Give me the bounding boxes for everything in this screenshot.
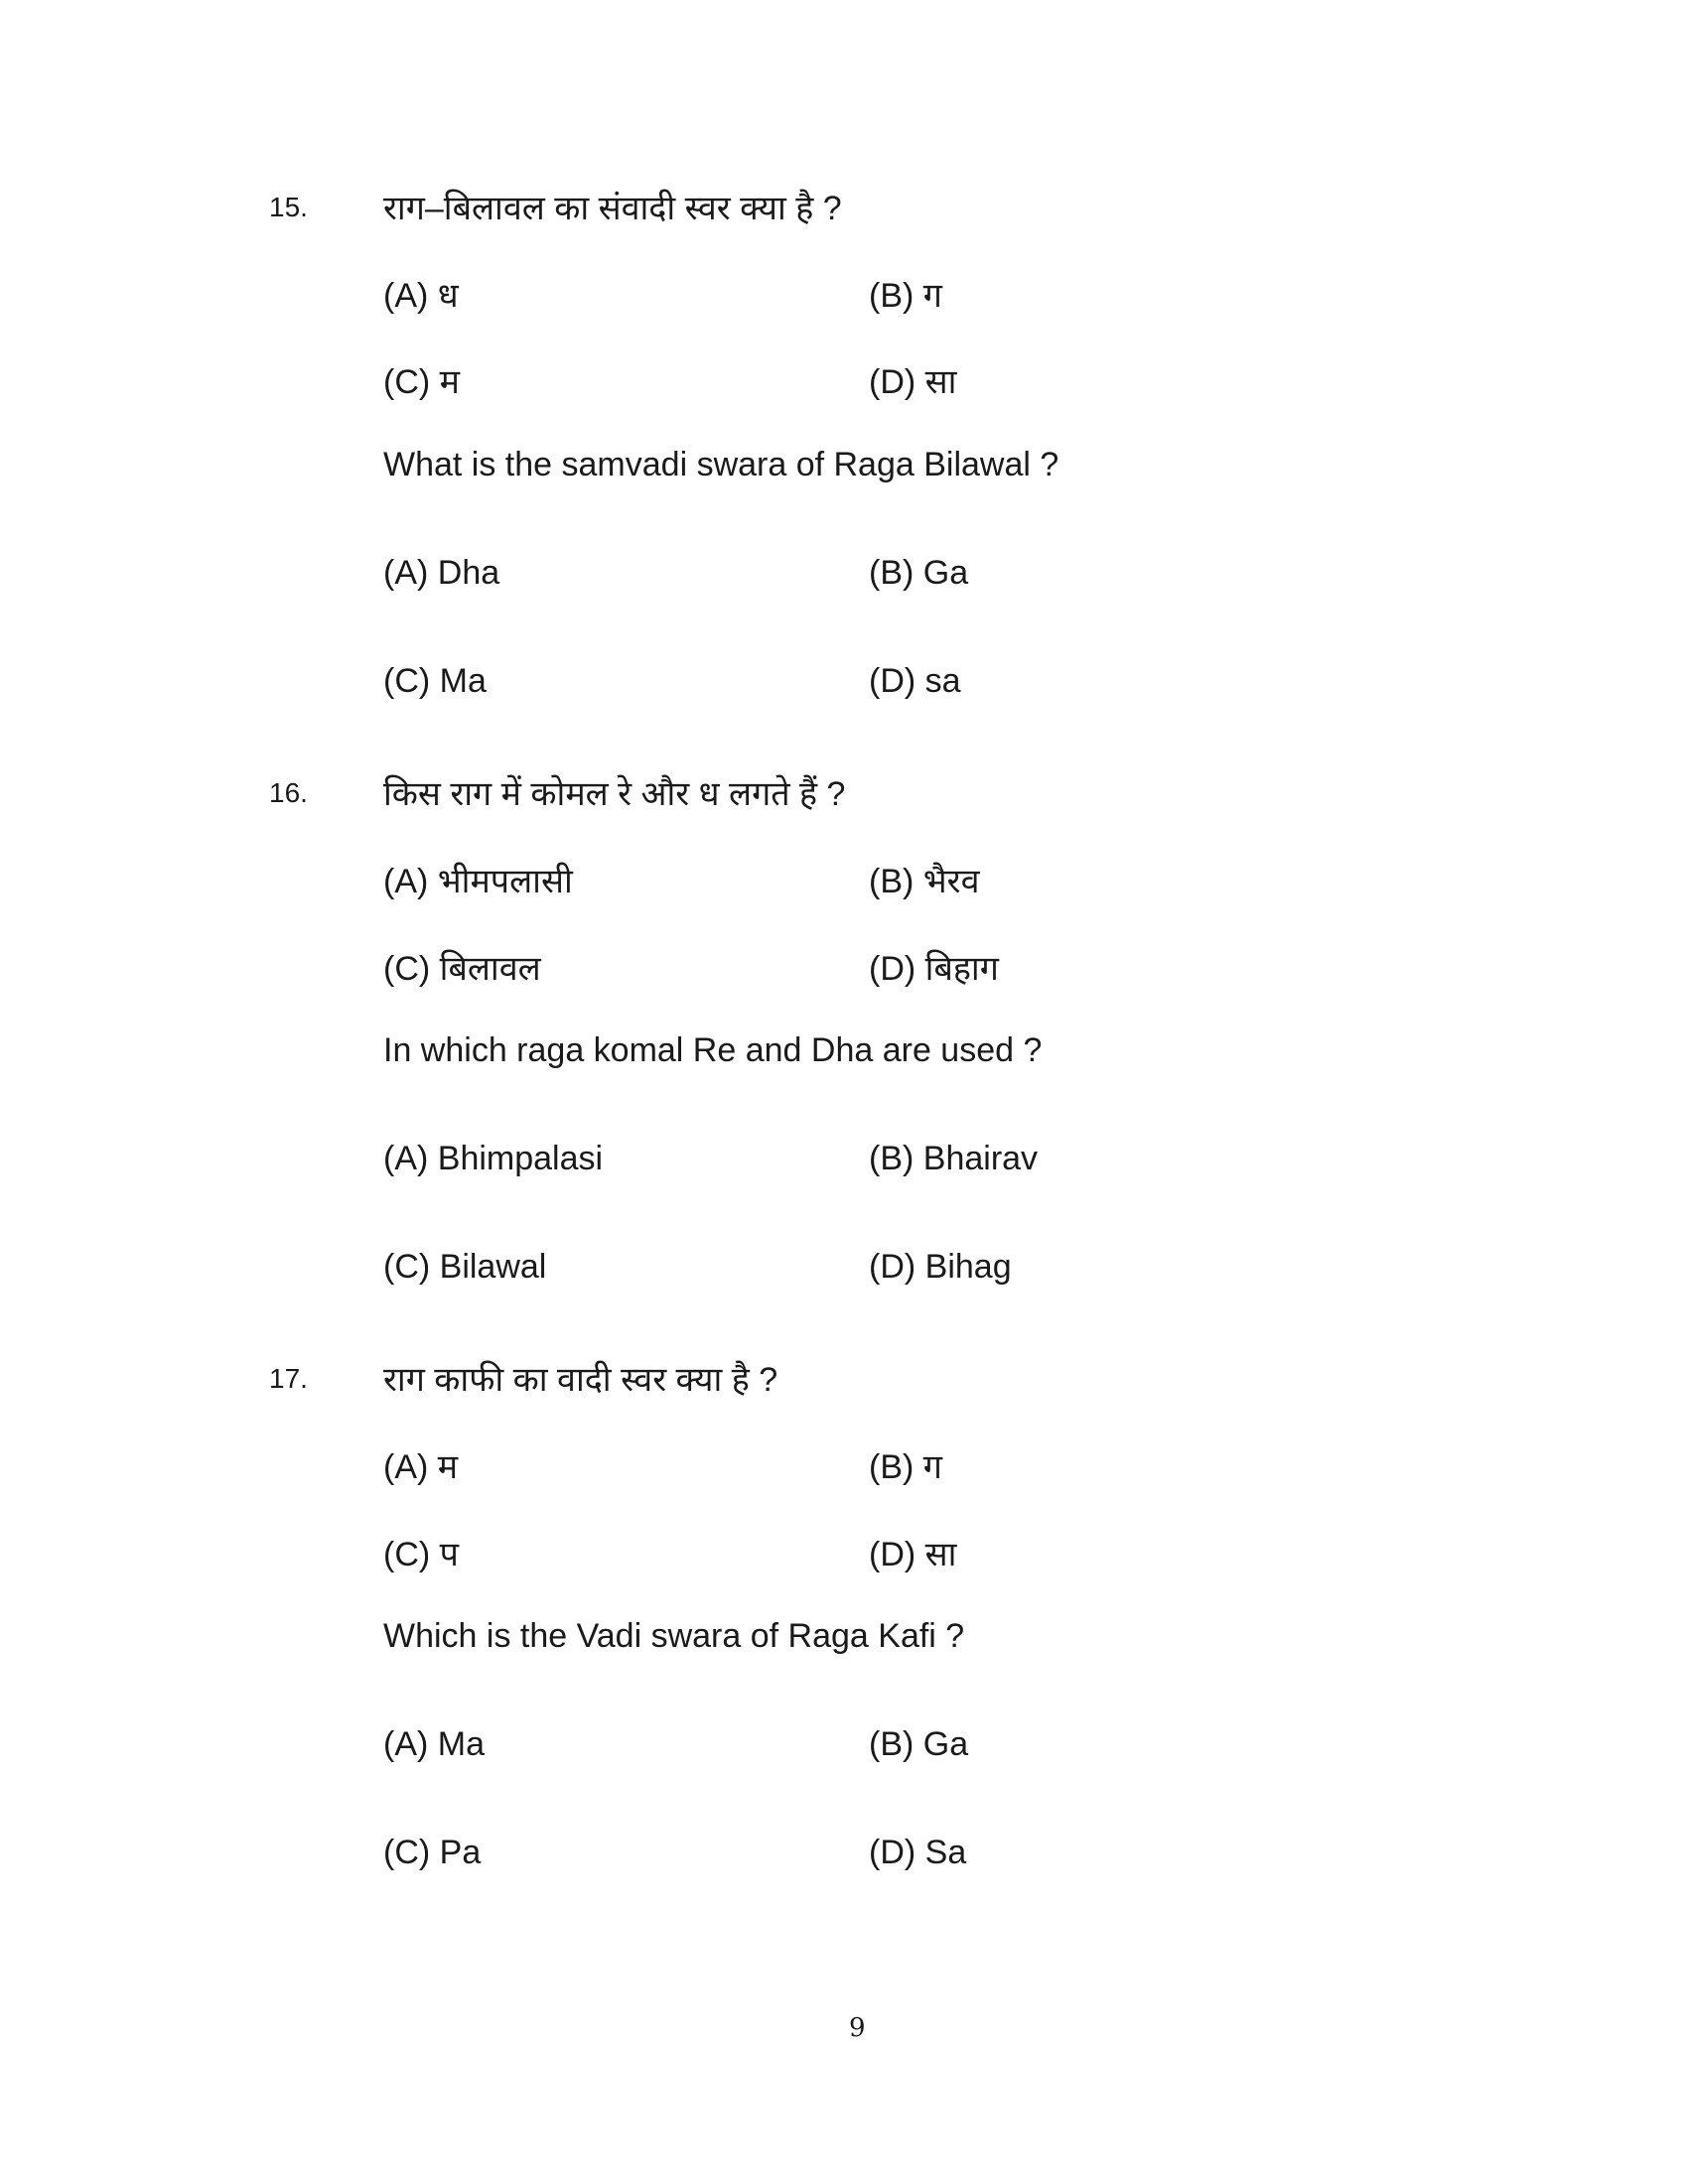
hindi-question: राग काफी का वादी स्वर क्या है ? — [383, 1361, 778, 1399]
hindi-option-c: (C) बिलावल — [383, 950, 541, 988]
hindi-option-a: (A) ध — [383, 277, 459, 315]
hindi-option-c: (C) प — [383, 1536, 459, 1573]
hindi-question: किस राग में कोमल रे और ध लगते हैं ? — [383, 775, 846, 813]
english-question: In which raga komal Re and Dha are used ? — [383, 1031, 1043, 1069]
english-option-c: (C) Bilawal — [383, 1248, 547, 1286]
hindi-option-b: (B) भैरव — [869, 863, 980, 900]
english-option-b: (B) Ga — [869, 554, 969, 592]
english-option-a: (A) Bhimpalasi — [383, 1140, 604, 1177]
hindi-option-b: (B) ग — [869, 277, 942, 315]
question-number: 17. — [269, 1363, 308, 1394]
hindi-option-a: (A) म — [383, 1448, 459, 1486]
english-option-b: (B) Ga — [869, 1725, 969, 1763]
hindi-option-b: (B) ग — [869, 1448, 942, 1486]
hindi-option-d: (D) सा — [869, 363, 957, 401]
question-number: 16. — [269, 777, 308, 808]
hindi-option-d: (D) सा — [869, 1536, 957, 1573]
english-option-d: (D) Bihag — [869, 1248, 1012, 1286]
english-option-d: (D) Sa — [869, 1834, 967, 1871]
question-number: 15. — [269, 192, 308, 222]
hindi-option-d: (D) बिहाग — [869, 950, 999, 988]
hindi-option-a: (A) भीमपलासी — [383, 863, 573, 900]
english-option-a: (A) Ma — [383, 1725, 485, 1763]
english-question: Which is the Vadi swara of Raga Kafi ? — [383, 1617, 965, 1655]
hindi-option-c: (C) म — [383, 363, 460, 401]
english-option-c: (C) Ma — [383, 662, 487, 700]
english-option-c: (C) Pa — [383, 1834, 482, 1871]
english-option-b: (B) Bhairav — [869, 1140, 1039, 1177]
hindi-question: राग–बिलावल का संवादी स्वर क्या है ? — [383, 190, 842, 227]
english-question: What is the samvadi swara of Raga Bilawal ? — [383, 446, 1059, 483]
english-option-d: (D) sa — [869, 662, 961, 700]
english-option-a: (A) Dha — [383, 554, 500, 592]
page-number: 9 — [849, 2013, 866, 2043]
